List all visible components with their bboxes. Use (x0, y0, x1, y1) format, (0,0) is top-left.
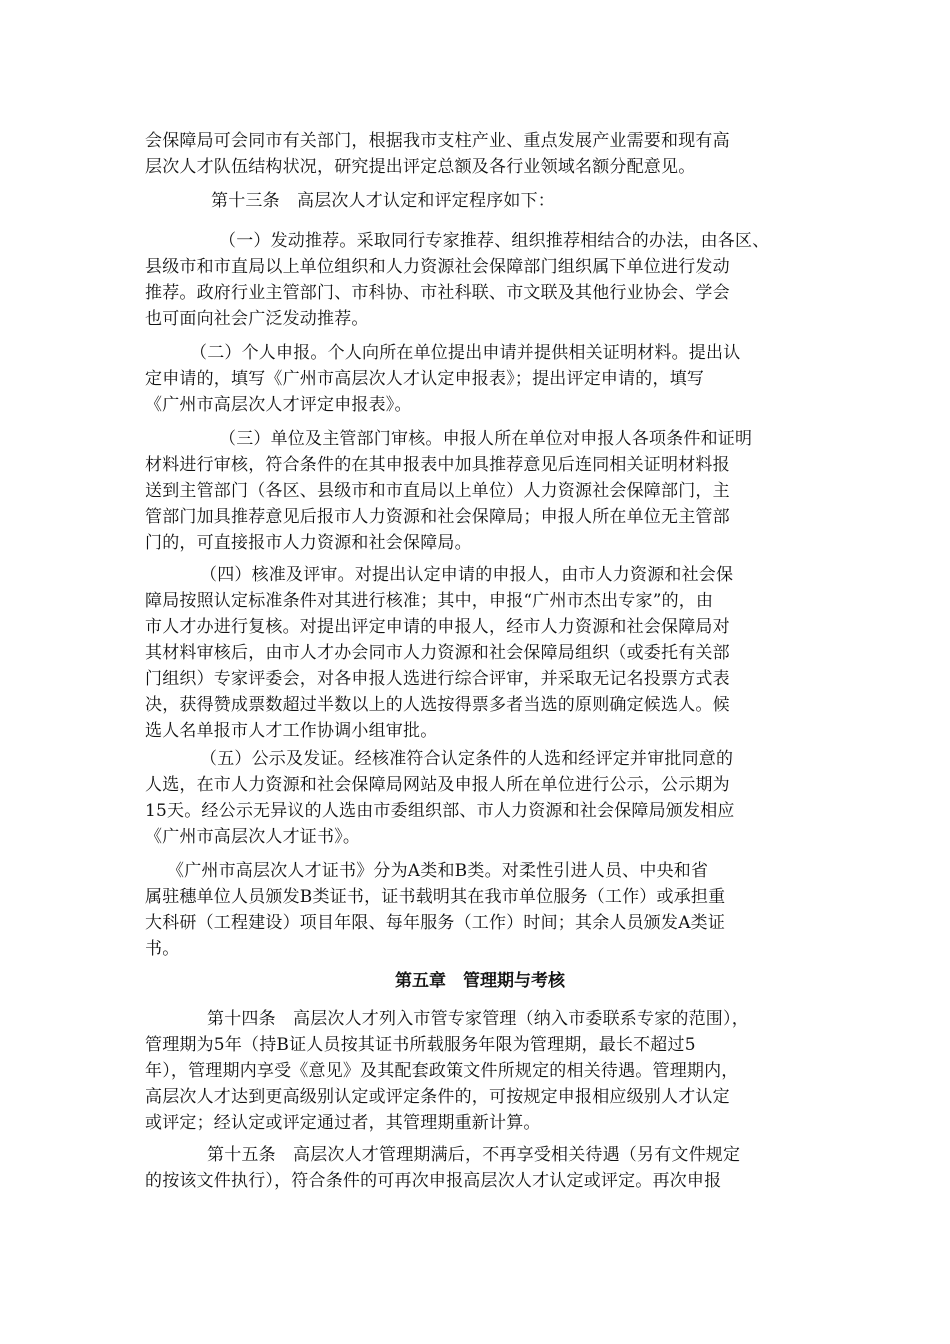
paragraph-certificate-types: 《广州市高层次人才证书》分为A类和B类。对柔性引进人员、中央和省 属驻穗单位人员颁发B类证书，证书载明其在我市单位服务（工作）或承担重 大科研（工程建设）项目年限、每年服务（工作）时间；其余人员颁发A类证 书。 (145, 861, 726, 959)
chapter-heading: 第五章 管理期与考核 (395, 971, 565, 991)
paragraph-step-5-publicity: （五）公示及发证。经核准符合认定条件的人选和经评定并审批同意的 人选，在市人力资源和社会保障局网站及申报人所在单位进行公示，公示期为 15天。经公示无异议的人选由市委组织部、市人力资源和社会保障局颁发相应 《广州市高层次人才证书》。 (145, 749, 735, 847)
paragraph-step-3-review: （三）单位及主管部门审核。申报人所在单位对申报人各项条件和证明 材料进行审核，符合条件的在其申报表中加具推荐意见后连同相关证明材料报 送到主管部门（各区、县级市和市直局以上单位）人力资源社会保障部门，主 管部门加具推荐意见后报市人力资源和社会保障局；申报人所在单位无主管部 门的，可直接报市人力资源和社会保障局。 (145, 429, 753, 553)
paragraph-step-2-application: （二）个人申报。个人向所在单位提出申请并提供相关证明材料。提出认 定申请的，填写《广州市高层次人才认定申报表》；提出评定申请的，填写 《广州市高层次人才评定申报表》。 (145, 343, 741, 415)
paragraph-step-4-evaluation: （四）核准及评审。对提出认定申请的申报人，由市人力资源和社会保 障局按照认定标准条件对其进行核准；其中，申报“广州市杰出专家”的，由 市人才办进行复核。对提出评定申请的申报人，经市人力资源和社会保障局对 其材料审核后，由市人才办会同市人力资源和社会保障局组织（或委托有关部 门组织）专家评委会，对各申报人选进行综合评审，并采取无记名投票方式表 决，获得赞成票数超过半数以上的人选按得票多者当选的原则确定候选人。候 选人名单报市人才工作协调小组审批。 (145, 565, 734, 741)
paragraph-step-1-recommendation: （一）发动推荐。采取同行专家推荐、组织推荐相结合的办法，由各区、 县级市和市直局以上单位组织和人力资源社会保障部门组织属下单位进行发动 推荐。政府行业主管部门、市科协、市社科联、市文联及其他行业协会、学会 也可面向社会广泛发动推荐。 (145, 231, 770, 329)
paragraph-quota-allocation: 会保障局可会同市有关部门，根据我市支柱产业、重点发展产业需要和现有高 层次人才队伍结构状况，研究提出评定总额及各行业领域名额分配意见。 (145, 131, 730, 177)
paragraph-article-13: 第十三条 高层次人才认定和评定程序如下： (211, 191, 555, 211)
paragraph-article-14: 第十四条 高层次人才列入市管专家管理（纳入市委联系专家的范围）， 管理期为5年（持B证人员按其证书所载服务年限为管理期，最长不超过5 年），管理期内享受《意见》及其配套政策文件所规定的相关待遇。管理期内， 高层次人才达到更高级别认定或评定条件的，可按规定申报相应级别人才认定 或评定；经认定或评定通过者，其管理期重新计算。 (145, 1009, 749, 1133)
paragraph-article-15: 第十五条 高层次人才管理期满后，不再享受相关待遇（另有文件规定 的按该文件执行），符合条件的可再次申报高层次人才认定或评定。再次申报 (145, 1145, 741, 1191)
